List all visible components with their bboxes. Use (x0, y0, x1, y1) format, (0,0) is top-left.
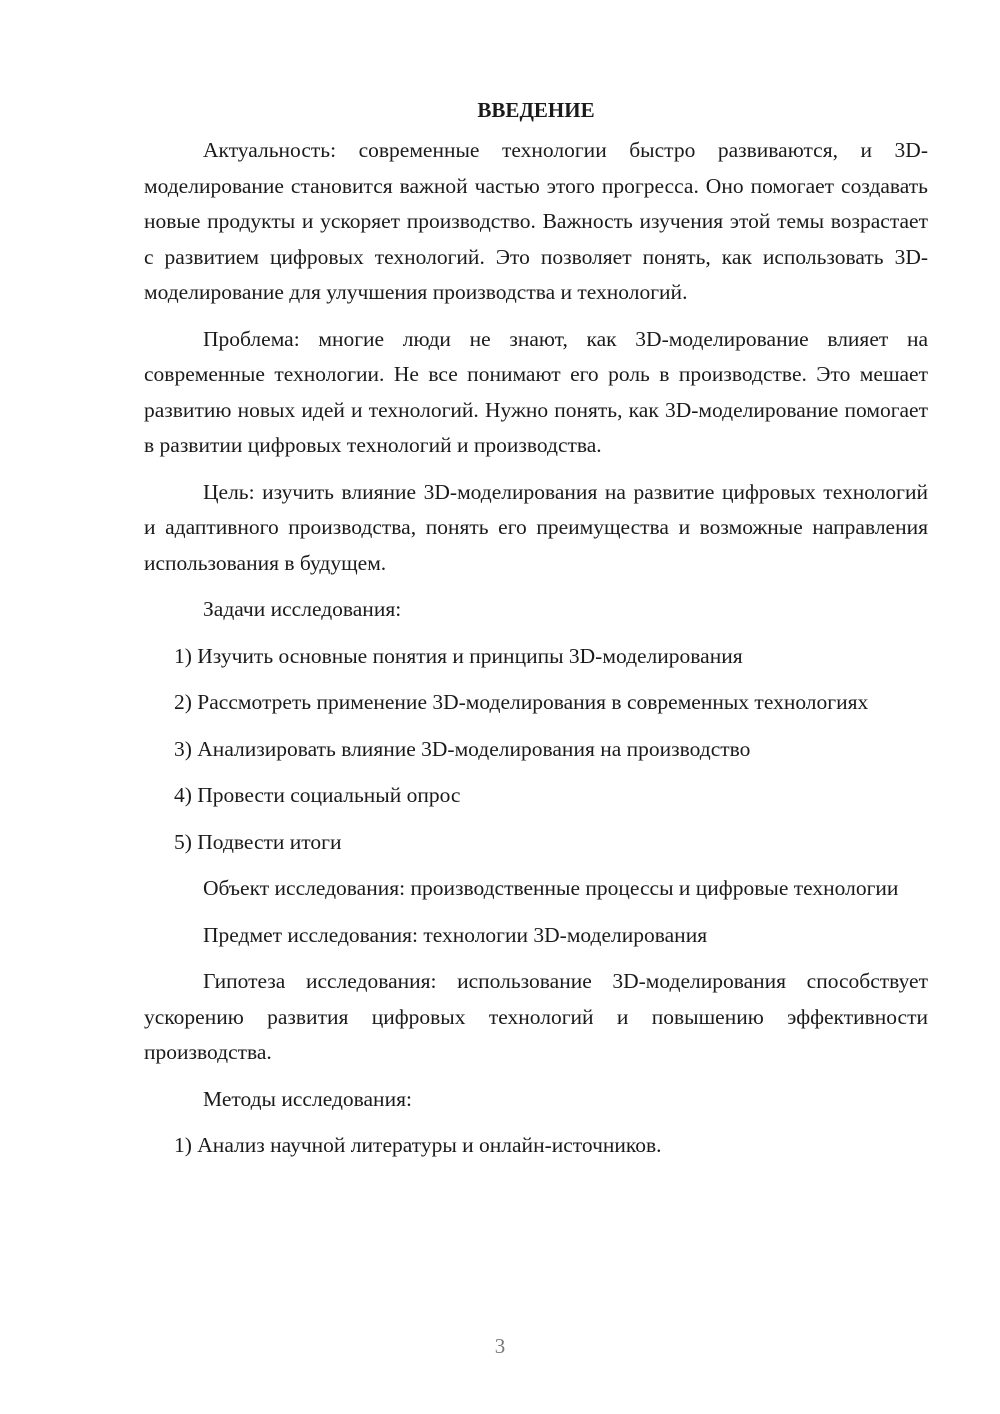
list-item: 5) Подвести итоги (174, 829, 342, 854)
hypothesis-paragraph: Гипотеза исследования: использование 3D-моделирования способствует ускорению развития цифровых технологий и повышению эффективности производства. (144, 969, 928, 1064)
list-item: 1) Анализ научной литературы и онлайн-источников. (174, 1133, 662, 1157)
methods-label: Методы исследования: (203, 1086, 412, 1111)
tasks-list (144, 639, 928, 861)
methods-list (144, 1128, 928, 1164)
page-number: 3 (494, 1334, 506, 1358)
list-item: 2) Рассмотреть применение 3D-моделирования в современных технологиях (174, 690, 869, 714)
page-content (144, 92, 928, 1175)
list-item: 3) Анализировать влияние 3D-моделирования на производство (174, 736, 751, 761)
section-heading: ВВЕДЕНИЕ (477, 98, 595, 122)
list-item: 4) Провести социальный опрос (174, 783, 461, 807)
subject-paragraph: Предмет исследования: технологии 3D-моделирования (203, 922, 708, 947)
list-item: 1) Изучить основные понятия и принципы 3D-моделирования (174, 643, 743, 668)
goal-paragraph: Цель: изучить влияние 3D-моделирования на развитие цифровых технологий и адаптивного производства, понять его преимущества и возможные направления использования в будущем. (144, 479, 928, 575)
relevance-paragraph: Актуальность: современные технологии быстро развиваются, и 3D-моделирование становится важной частью этого прогресса. Оно помогает создавать новые продукты и ускоряет производство. Важность изучения этой темы возрастает с развитием цифровых технологий. Это позволяет понять, как использовать 3D-моделирование для улучшения производства и технологий. (144, 138, 928, 304)
tasks-label: Задачи исследования: (203, 597, 402, 621)
object-paragraph: Объект исследования: производственные процессы и цифровые технологии (203, 876, 899, 900)
problem-paragraph: Проблема: многие люди не знают, как 3D-моделирование влияет на современные технологии. Не все понимают его роль в производстве. Это мешает развитию новых идей и технологий. Нужно понять, как 3D-моделирование помогает в развитии цифровых технологий и производства. (144, 326, 928, 457)
